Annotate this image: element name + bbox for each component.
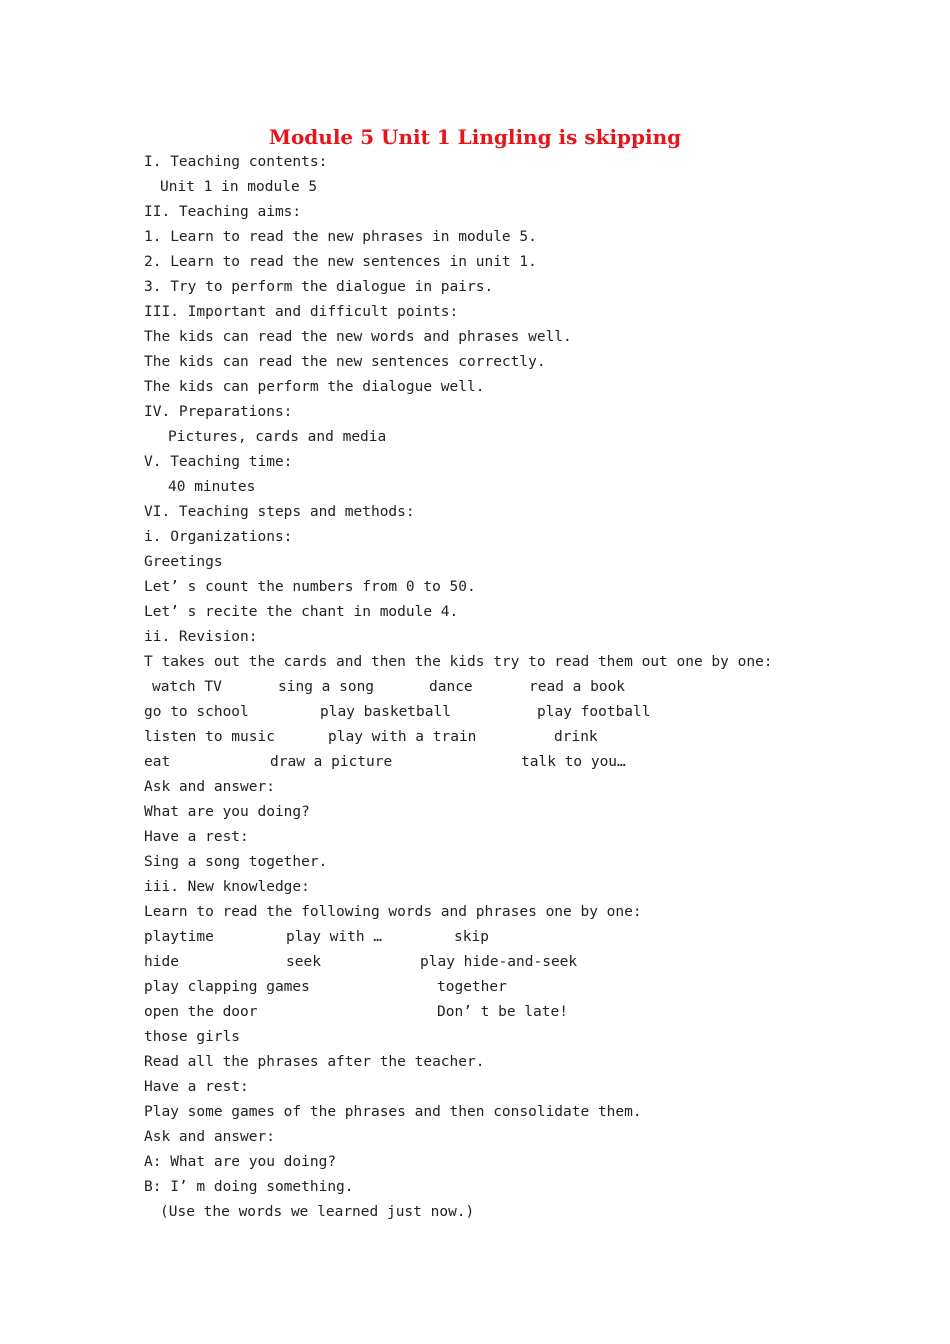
phrase-row	[144, 700, 844, 725]
dialogue-line: A: What are you doing?	[144, 1154, 337, 1170]
section-heading: VI. Teaching steps and methods:	[144, 504, 415, 520]
text-line: Read all the phrases after the teacher.	[144, 1054, 485, 1070]
text-line: Learn to read the following words and phrases one by one:	[144, 904, 642, 920]
text-line: Have a rest:	[144, 829, 249, 845]
phrase: dance	[429, 679, 473, 695]
phrase-row	[144, 950, 844, 975]
section-heading: V. Teaching time:	[144, 454, 293, 470]
text-line: 40 minutes	[168, 479, 256, 495]
text-line: 2. Learn to read the new sentences in unit 1.	[144, 254, 537, 270]
phrase-row	[144, 975, 844, 1000]
text-line: Ask and answer:	[144, 1129, 275, 1145]
phrase: talk to you…	[521, 754, 626, 770]
phrase-row	[144, 725, 844, 750]
phrase: draw a picture	[270, 754, 393, 770]
text-line: Ask and answer:	[144, 779, 275, 795]
dialogue-line: B: I’ m doing something.	[144, 1179, 354, 1195]
phrase: listen to music	[144, 729, 275, 745]
phrase-row	[144, 925, 844, 950]
phrase-row	[144, 750, 844, 775]
text-line: Let’ s count the numbers from 0 to 50.	[144, 579, 476, 595]
text-line: Greetings	[144, 554, 223, 570]
section-heading: III. Important and difficult points:	[144, 304, 459, 320]
subsection-heading: i. Organizations:	[144, 529, 293, 545]
phrase: play football	[537, 704, 651, 720]
phrase: playtime	[144, 929, 214, 945]
text-line: 3. Try to perform the dialogue in pairs.	[144, 279, 494, 295]
phrase: drink	[554, 729, 598, 745]
text-line: What are you doing?	[144, 804, 310, 820]
section-heading: I. Teaching contents:	[144, 154, 328, 170]
phrase-row	[144, 675, 844, 700]
text-line: The kids can read the new words and phrases well.	[144, 329, 572, 345]
text-line: Play some games of the phrases and then consolidate them.	[144, 1104, 642, 1120]
phrase: play with a train	[328, 729, 477, 745]
document-title: Module 5 Unit 1 Lingling is skipping	[268, 125, 682, 149]
text-line: Sing a song together.	[144, 854, 328, 870]
phrase: watch TV	[152, 679, 222, 695]
phrase-row	[144, 1000, 844, 1025]
text-line: T takes out the cards and then the kids try to read them out one by one:	[144, 654, 773, 670]
phrase: play clapping games	[144, 979, 310, 995]
phrase: play basketball	[320, 704, 451, 720]
phrase: Don’ t be late!	[437, 1004, 568, 1020]
text-line: Let’ s recite the chant in module 4.	[144, 604, 459, 620]
phrase: those girls	[144, 1029, 241, 1045]
phrase: hide	[144, 954, 179, 970]
section-heading: II. Teaching aims:	[144, 204, 302, 220]
section-heading: IV. Preparations:	[144, 404, 293, 420]
text-line: Have a rest:	[144, 1079, 249, 1095]
phrase: skip	[454, 929, 489, 945]
subsection-heading: iii. New knowledge:	[144, 879, 310, 895]
phrase: open the door	[144, 1004, 258, 1020]
subsection-heading: ii. Revision:	[144, 629, 258, 645]
text-line: Unit 1 in module 5	[160, 179, 318, 195]
text-line: 1. Learn to read the new phrases in module 5.	[144, 229, 537, 245]
phrase: play with …	[286, 929, 383, 945]
text-line: (Use the words we learned just now.)	[160, 1204, 475, 1220]
phrase: together	[437, 979, 507, 995]
text-line: Pictures, cards and media	[168, 429, 387, 445]
text-line: The kids can read the new sentences correctly.	[144, 354, 546, 370]
document-body	[144, 150, 844, 1225]
phrase-row	[144, 1025, 844, 1050]
phrase: eat	[144, 754, 171, 770]
phrase: go to school	[144, 704, 249, 720]
phrase: play hide-and-seek	[420, 954, 578, 970]
phrase: sing a song	[278, 679, 375, 695]
phrase: read a book	[529, 679, 626, 695]
phrase: seek	[286, 954, 321, 970]
text-line: The kids can perform the dialogue well.	[144, 379, 485, 395]
